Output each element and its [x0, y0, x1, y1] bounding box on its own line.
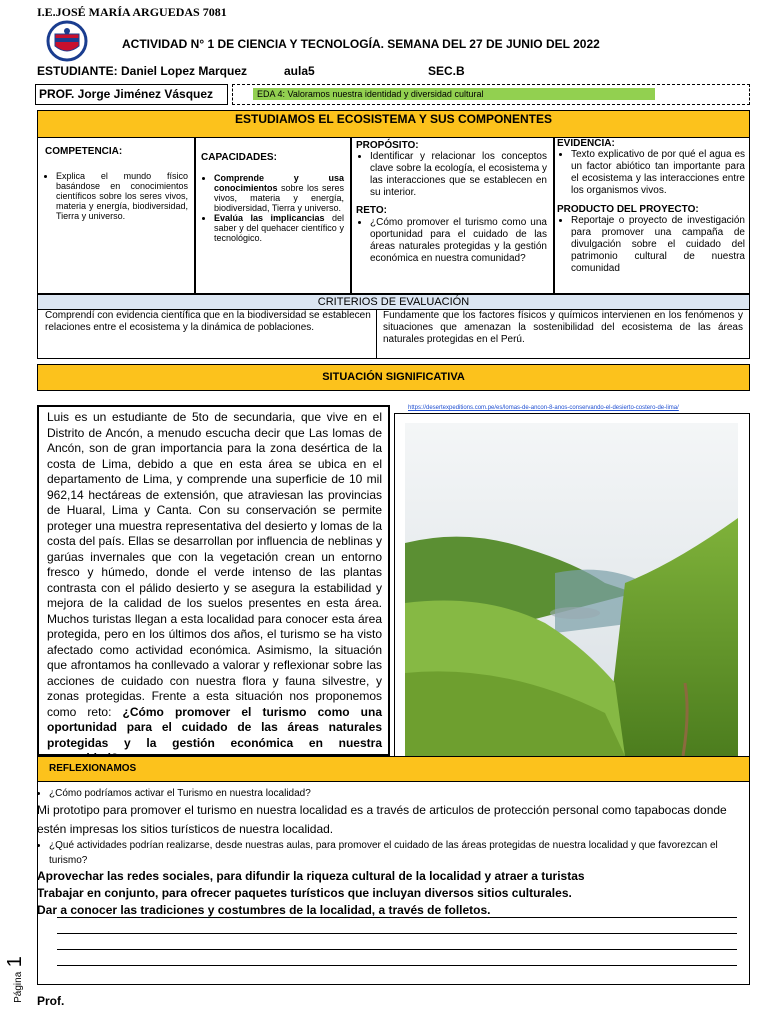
writing-line [57, 949, 737, 950]
criterios-right: Fundamente que los factores físicos y químicos intervienen en los fenómenos y situaciones que amenazan la sostenibilidad del ecosistema de las áreas naturales protegidas en el Perú. [383, 310, 743, 345]
reflexion-q1: • ¿Cómo podríamos activar el Turismo en nuestra localidad? [49, 788, 749, 799]
situacion-text-box [37, 405, 390, 756]
capacidades-item-2 [214, 213, 344, 243]
producto-item: • Reportaje o proyecto de investigación para promover una campaña de divulgación sobre el cuidado del patrimonio cultural de nuestra comunidad [571, 215, 745, 275]
reflexion-q2: • ¿Qué actividades podrían realizarse, desde nuestras aulas, para promover el cuidado de las áreas protegidas de nuestra localidad y que favorezcan el turismo? [49, 838, 754, 868]
source-link[interactable]: https://desertexpeditions.com.pe/es/lomas-de-ancon-8-anos-conservando-el-desierto-costero-de-lima/ [408, 405, 679, 411]
reflexion-q1-list [37, 788, 749, 799]
teacher-box [35, 84, 228, 105]
situacion-text-container [39, 407, 388, 767]
reflexionamos-title: REFLEXIONAMOS [49, 763, 137, 774]
section: SEC.B [428, 64, 465, 78]
school-logo [46, 20, 88, 62]
situacion-title: SITUACIÓN SIGNIFICATIVA [322, 371, 465, 383]
teacher-name: PROF. Jorge Jiménez Vásquez [39, 87, 214, 101]
capacidades-item1-bold: Comprende y usa conocimientos [214, 173, 344, 193]
writing-line [57, 965, 737, 966]
proposito-box [351, 137, 554, 294]
page-number: 1 [3, 956, 26, 968]
competencia-box [37, 137, 195, 294]
reflexion-a2-1: Aprovechar las redes sociales, para difundir la riqueza cultural de la localidad y atraer a turistas [37, 869, 585, 883]
writing-line [57, 933, 737, 934]
activity-title: ACTIVIDAD N° 1 DE CIENCIA Y TECNOLOGÍA. SEMANA DEL 27 DE JUNIO DEL 2022 [122, 37, 600, 51]
pagina-label: Página [12, 971, 24, 1003]
capacidades-item1-rest: sobre los seres vivos, materia y energía, biodiversidad, Tierra y universo. [214, 183, 344, 213]
capacidades-item2-rest: del saber y del quehacer científico y tecnológico. [214, 213, 345, 243]
producto-title: PRODUCTO DEL PROYECTO: [557, 204, 699, 215]
prof-footer: Prof. [37, 994, 65, 1008]
reto-item: • ¿Cómo promover el turismo como una oportunidad para el cuidado de las áreas naturales protegidas y la gestión económica en nuestra comunidad? [370, 217, 547, 265]
reflexion-q2-list [37, 838, 754, 868]
competencia-title: COMPETENCIA: [45, 146, 123, 157]
reflexion-a1: Mi prototipo para promover el turismo en nuestra localidad es a través de articulos de protección personal como tapabocas donde estén impresas los sitios turísticos de nuestra localidad. [37, 803, 727, 836]
capacidades-title: CAPACIDADES: [201, 152, 277, 163]
school-name: I.E.JOSÉ MARÍA ARGUEDAS 7081 [37, 5, 227, 19]
reto-title: RETO: [356, 205, 387, 216]
criterios-right-box [376, 309, 750, 359]
capacidades-box [195, 137, 351, 294]
reflexionamos-bar [37, 756, 750, 782]
situacion-text-bold: ¿Cómo promover el turismo como una oportunidad para el cuidado de las áreas naturales protegidas y la gestión económica en nuestra [47, 704, 382, 750]
criterios-left-box [37, 309, 377, 359]
criterios-title: CRITERIOS DE EVALUACIÓN [317, 296, 470, 308]
situacion-text: Luis es un estudiante de 5to de secundaria, que vive en el Distrito de Ancón, a menudo escucha decir que Las lomas de Ancón, son de gran importancia para la zona desértica de la costa de Lima, debido a que en esta área se ubica en el departamento de Lima, y comprende una superficie de 10 mil 962,14 hectáreas de extensión, que atraviesan las provincias de Huaral, Lima y Canta. Con su conservación se permite proteger una muestra representativa del desierto y lomas de la costa del país. Ellas se desarrollan por influencia de neblinas y garúas invernales que con la vegetación crean un entorno fresco y húmedo, donde el verde intenso de las plantas contrasta con el pálido desierto y se asegura la estabilidad y mejora de la calidad de los suelos presentes en esta área. Muchos turistas llegan a esta localidad para conocer esta área protegida, pero en los últimos dos años, el turismo se ha visto afectado como actividad económica. Asimismo, la situación que afrontamos ha conllevado a valorar y reflexionar sobre las acciones de cuidado con nuestra flora y fauna silvestre, y zonas protegidas. Frente a esta situación nos proponemos como reto: [47, 410, 382, 719]
evidencia-box [554, 137, 750, 294]
eda-label: EDA 4: Valoramos nuestra identidad y diversidad cultural [253, 88, 655, 100]
writing-line [57, 917, 737, 918]
room: aula5 [284, 64, 315, 78]
main-title: ESTUDIAMOS EL ECOSISTEMA Y SUS COMPONENTES [235, 112, 552, 126]
eda-box [232, 84, 750, 105]
student-name: ESTUDIANTE: Daniel Lopez Marquez [37, 64, 248, 78]
image-frame [394, 413, 750, 758]
reflexion-a2-2: Trabajar en conjunto, para ofrecer paquetes turísticos que incluyan diversos sitios culturales. [37, 886, 572, 900]
reflexion-a2-3: Dar a conocer las tradiciones y costumbres de la localidad, a través de folletos. [37, 903, 491, 917]
main-title-bar [37, 110, 750, 138]
competencia-item: • Explica el mundo físico basándose en conocimientos científicos sobre los seres vivos, materia y energía, biodiversidad, Tierra y universo. [56, 171, 188, 221]
criterios-left: Comprendí con evidencia científica que en la biodiversidad se establecen relaciones entre el ecosistema y la dinámica de poblaciones. [45, 310, 371, 333]
evidencia-item: • Texto explicativo de por qué el agua es un factor abiótico tan importante para el ecosistema y las interacciones entre los organismos vivos. [571, 149, 745, 197]
proposito-title: PROPÓSITO: [356, 140, 419, 151]
situacion-bar [37, 364, 750, 391]
page-marker [0, 940, 40, 1003]
capacidades-item2-bold: Evalúa las implicancias [214, 213, 325, 223]
lomas-de-ancon-photo [405, 423, 738, 756]
criterios-bar [37, 294, 750, 310]
proposito-item: • Identificar y relacionar los conceptos clave sobre la ecología, el ecosistema y las interacciones que se establecen en su interior. [370, 151, 547, 199]
evidencia-title: EVIDENCIA: [557, 138, 615, 149]
capacidades-item-1 [214, 173, 344, 213]
